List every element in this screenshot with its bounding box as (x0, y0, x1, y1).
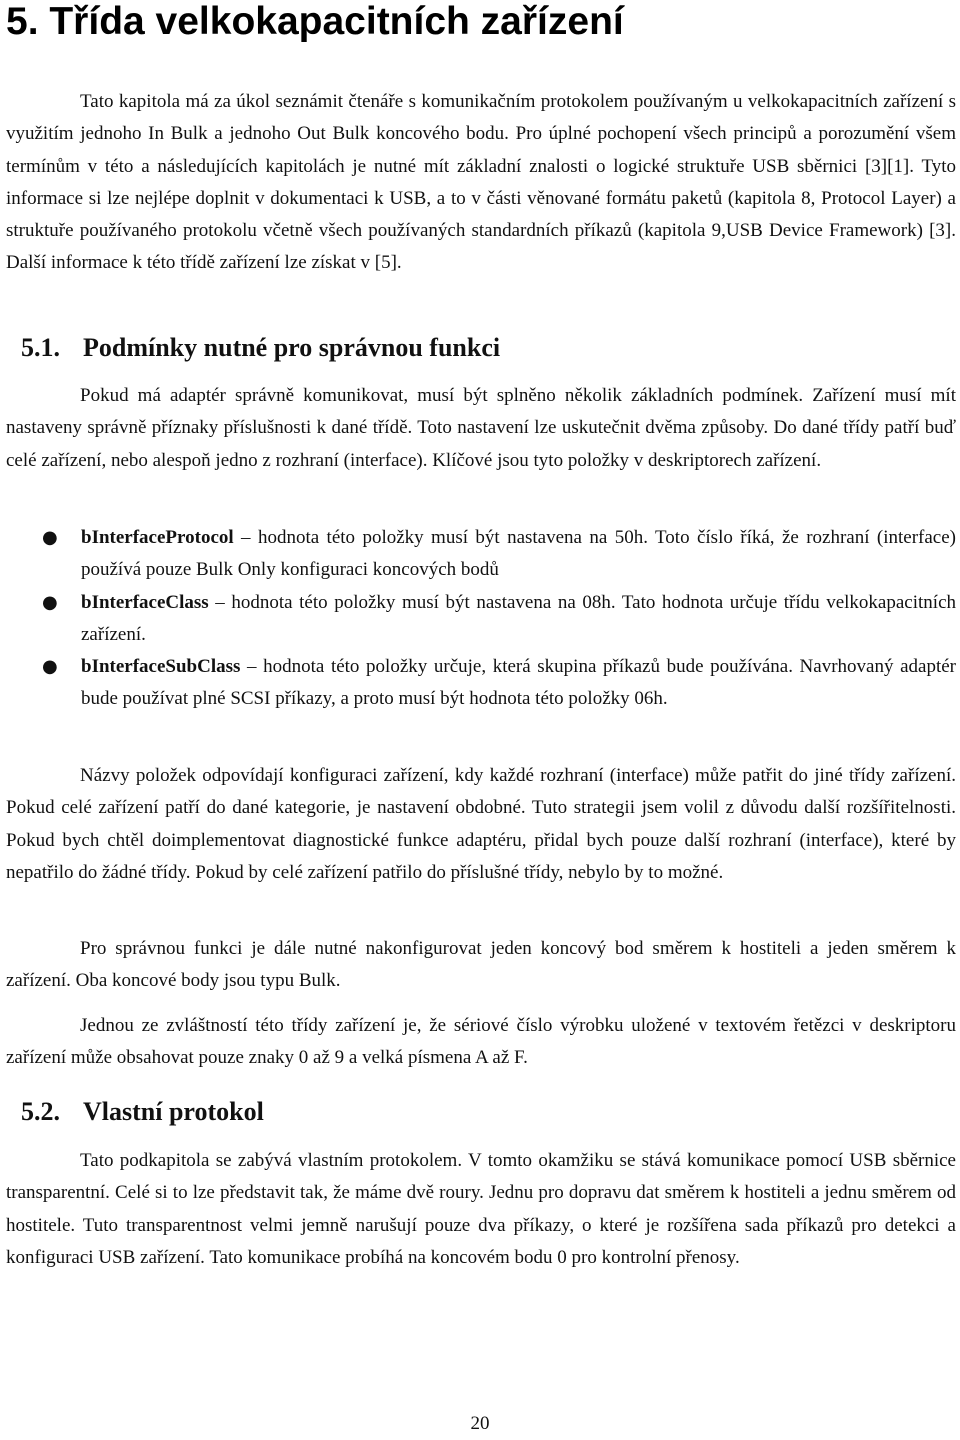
section-heading-1 (21, 331, 500, 365)
section-heading-2 (21, 1095, 264, 1129)
intro-paragraph (6, 86, 956, 280)
intro-text: Tato kapitola má za úkol seznámit čtenáře s komunikačním protokolem používaným u velkokapacitních zařízení s využitím jednoho In Bulk a jednoho Out Bulk koncového bodu. Pro úplné pochopení všech principů a porozumění všem termínům v této a následujících kapitolách je nutné mít základní znalosti o logické struktuře USB sběrnici [3][1]. Tyto informace si lze nejlépe doplnit v dokumentaci k USB, a to v části věnované formátu paketů (kapitola 8, Protocol Layer) a struktuře používaného protokolu včetně všech používaných standardních příkazů (kapitola 9,USB Device Framework) [3]. Další informace k této třídě zařízení lze získat v [5]. (6, 91, 956, 274)
descriptor-list (0, 522, 960, 716)
section1-paragraph-1 (6, 380, 956, 477)
section-title-2: Vlastní protokol (83, 1097, 264, 1126)
chapter-title: 5. Třída velkokapacitních zařízení (6, 0, 624, 43)
page-number: 20 (470, 1413, 490, 1434)
section1-paragraph-1-text: Pokud má adaptér správně komunikovat, musí být splněno několik základních podmínek. Zařízení musí mít nastaveny správně příznaky příslušnosti k dané třídě. Toto nastavení lze uskutečnit dvěma způsoby. Do dané třídy patří buď celé zařízení, nebo alespoň jedno z rozhraní (interface). Klíčové jsou tyto položky v deskriptorech zařízení. (6, 385, 956, 471)
section-number-1: 5.1. (21, 333, 60, 362)
section1-paragraph-4-text: Jednou ze zvláštností této třídy zařízení je, že sériové číslo výrobku uložené v textovém řetězci v deskriptoru zařízení může obsahovat pouze znaky 0 až 9 a velká písmena A až F. (6, 1015, 956, 1069)
list-item (0, 587, 956, 652)
section1-paragraph-3 (6, 933, 956, 998)
list-item-text: – hodnota této položky musí být nastavena na 50h. Toto číslo říká, že rozhraní (interface) používá pouze Bulk Only konfiguraci koncových bodů (81, 527, 956, 581)
list-item-text: – hodnota této položky určuje, která skupina příkazů bude používána. Navrhovaný adaptér bude používat plné SCSI příkazy, a proto musí být hodnota této položky 06h. (81, 656, 956, 710)
list-item-term: bInterfaceSubClass (81, 656, 241, 678)
section2-paragraph-1 (6, 1145, 956, 1274)
section1-paragraph-2-text: Názvy položek odpovídají konfiguraci zařízení, kdy každé rozhraní (interface) může patřit do jiné třídy zařízení. Pokud celé zařízení patří do dané kategorie, je nastavení obdobné. Tuto strategii jsem volil z důvodu další rozšířitelnosti. Pokud bych chtěl doimplementovat diagnostické funkce adaptéru, přidal bych pouze další rozhraní (interface), které by nepatřilo do žádné třídy. Pokud by celé zařízení patřilo do příslušné třídy, nebylo by to možné. (6, 765, 956, 883)
section1-paragraph-4 (6, 1010, 956, 1075)
list-item (0, 651, 956, 716)
section2-paragraph-1-text: Tato podkapitola se zabývá vlastním protokolem. V tomto okamžiku se stává komunikace pomocí USB sběrnice transparentní. Celé si to lze představit tak, že máme dvě roury. Jednu pro dopravu dat směrem k hostiteli a jednu směrem od hostitele. Tuto transparentnost velmi jemně narušují pouze dva příkazy, o které je rozšířena sada příkazů pro detekci a konfiguraci USB zařízení. Tato komunikace probíhá na koncovém bodu 0 pro kontrolní přenosy. (6, 1150, 956, 1268)
section1-paragraph-3-text: Pro správnou funkci je dále nutné nakonfigurovat jeden koncový bod směrem k hostiteli a jeden směrem k zařízení. Oba koncové body jsou typu Bulk. (6, 938, 956, 992)
list-item-text: – hodnota této položky musí být nastavena na 08h. Tato hodnota určuje třídu velkokapacitních zařízení. (81, 591, 956, 645)
list-item-term: bInterfaceProtocol (81, 527, 234, 548)
bullet-icon: ● (42, 527, 58, 548)
bullet-icon: ● (42, 591, 58, 613)
section1-paragraph-2 (6, 760, 956, 889)
section-number-2: 5.2. (21, 1097, 60, 1126)
section-title-1: Podmínky nutné pro správnou funkci (83, 333, 501, 362)
bullet-icon: ● (42, 656, 58, 678)
list-item-term: bInterfaceClass (81, 591, 209, 613)
list-item (0, 522, 956, 587)
